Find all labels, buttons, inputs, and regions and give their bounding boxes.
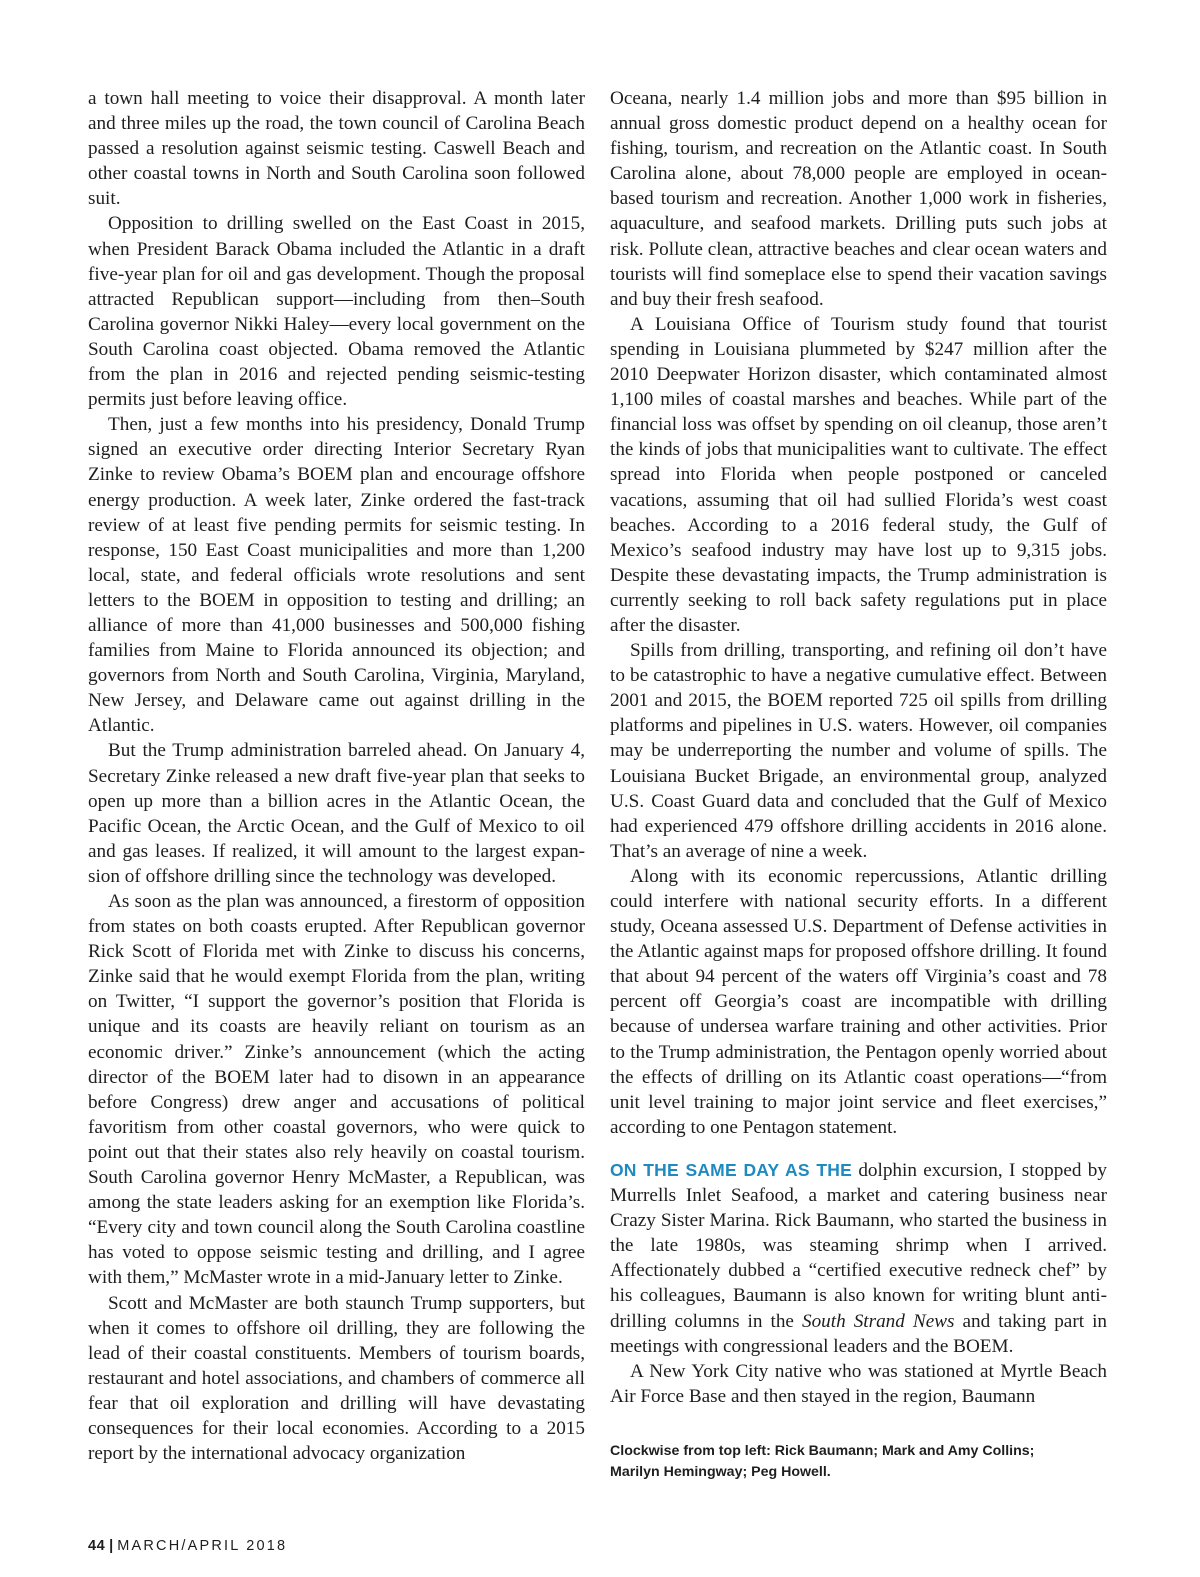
section-lead-in: ON THE SAME DAY AS THE xyxy=(610,1159,852,1180)
issue-date: MARCH/APRIL 2018 xyxy=(117,1538,288,1554)
paragraph: A New York City native who was stationed at Myrtle Beach Air Force Base and then stayed in the region, Baumann xyxy=(610,1360,1107,1407)
page-number: 44 xyxy=(88,1538,106,1554)
article-column-right xyxy=(610,86,1107,1409)
footer-separator: | xyxy=(109,1538,114,1554)
paragraph: As soon as the plan was announced, a firestorm of opposition from states on both coasts erupted. After Republican governor Rick Scott of Florida met with Zinke to discuss his concerns, Zinke said that he would exempt Florida from the plan, writing on Twitter, “I support the governor’s position that Florida is unique and its coasts are heavily reliant on tourism as an economic driver.” Zinke’s announcement (which the acting director of the BOEM later had to disown in an appearance before Congress) drew anger and accusations of political favoritism from other coastal governors, who were quick to point out that their states also rely heavily on coastal tourism. South Carolina governor Henry McMaster, a Republican, was among the state leaders asking for an exemption like Florida’s. “Every city and town council along the South Carolina coastline has voted to oppose seismic testing and drilling, and I agree with them,” McMaster wrote in a mid-January letter to Zinke. xyxy=(88,891,585,1289)
paragraph: Along with its economic repercussions, Atlantic drilling could interfere with national security efforts. In a different study, Oceana assessed U.S. Department of Defense activities in the Atlantic against maps for proposed offshore drilling. It found that about 94 percent of the waters off Virginia’s coast and 78 percent off Georgia’s coast are incompatible with drilling because of undersea warfare training and other activities. Prior to the Trump administration, the Pentagon openly worried about the effects of drilling on its Atlantic coast operations—“from unit level training to major joint service and fleet exercises,” according to one Pentagon statement. xyxy=(610,865,1107,1138)
paragraph: Then, just a few months into his presidency, Donald Trump signed an executive order directing Interior Secretary Ryan Zinke to review Obama’s BOEM plan and encourage offshore energy production. A week later, Zinke ordered the fast-track review of at least five pending permits for seismic testing. In response, 150 East Coast municipalities and more than 1,200 local, state, and federal officials wrote resolutions and sent letters to the BOEM in opposition to testing and drilling; an alliance of more than 41,000 businesses and 500,000 fishing families from Maine to Florida announced its objection; and governors from North and South Carolina, Virginia, Maryland, New Jersey, and Delaware came out against drilling in the Atlantic. xyxy=(88,414,585,737)
caption-line: Clockwise from top left: Rick Baumann; Mark and Amy Collins; xyxy=(610,1443,1035,1459)
publication-title: South Strand News xyxy=(801,1310,955,1332)
article-column-left xyxy=(88,86,585,1466)
caption-line: Marilyn Hemingway; Peg Howell. xyxy=(610,1464,831,1480)
paragraph: Scott and McMaster are both staunch Trump supporters, but when it comes to offshore oil drilling, they are following the lead of their coastal constituents. Members of tourism boards, restaurant and hotel associations, and chambers of commerce all fear that oil exploration and drilling will have devastating consequences for their local economies. According to a 2015 report by the international advocacy organization xyxy=(88,1292,585,1465)
paragraph: A Louisiana Office of Tourism study found that tourist spending in Louisiana plummeted by $247 million after the 2010 Deepwater Horizon disaster, which contaminated almost 1,100 miles of coastal marshes and beaches. While part of the financial loss was offset by spending on oil cleanup, those aren’t the kinds of jobs that municipalities want to cultivate. The effect spread into Florida when people postponed or canceled vacations, assuming that oil had sullied Florida’s west coast beaches. According to a 2016 federal study, the Gulf of Mexico’s seafood industry may have lost up to 9,315 jobs. Despite these devastating impacts, the Trump administration is currently seeking to roll back safety regulations put in place after the disaster. xyxy=(610,313,1107,636)
photo-caption xyxy=(610,1441,1107,1483)
paragraph: Spills from drilling, transporting, and refining oil don’t have to be catastrophic to have a negative cumulative effect. Between 2001 and 2015, the BOEM reported 725 oil spills from drilling platforms and pipelines in U.S. waters. However, oil companies may be underreporting the number and volume of spills. The Louisiana Bucket Brigade, an environmental group, analyzed U.S. Coast Guard data and concluded that the Gulf of Mexico had experienced 479 offshore drilling accidents in 2016 alone. That’s an average of nine a week. xyxy=(610,640,1107,862)
paragraph: a town hall meeting to voice their disapproval. A month later and three miles up the road, the town council of Carolina Beach passed a resolution against seismic testing. Caswell Beach and other coastal towns in North and South Carolina soon followed suit. xyxy=(88,88,585,210)
paragraph-text: dolphin excursion, I stopped by Murrells Inlet Seafood, a market and catering business near Crazy Sister Marina. Rick Baumann, who started the business in the late 1980s, was steaming shrimp when I arrived. Affectionately dubbed a “certified executive redneck chef” by his colleagues, Baumann is also known for writing blunt anti-drilling columns in the xyxy=(610,1159,1107,1332)
paragraph: Opposition to drilling swelled on the East Coast in 2015, when President Barack Obama included the Atlantic in a draft five-year plan for oil and gas development. Though the proposal attracted Republican support—including from then–South Carolina governor Nikki Haley—every local government on the South Carolina coast objected. Obama removed the Atlantic from the plan in 2016 and rejected pending seismic-testing permits just before leaving office. xyxy=(88,213,585,411)
paragraph: But the Trump administration barreled ahead. On January 4, Secretary Zinke released a new draft five-year plan that seeks to open up more than a billion acres in the Atlantic Ocean, the Pacific Ocean, the Arctic Ocean, and the Gulf of Mexico to oil and gas leases. If realized, it will amount to the largest expansion of offshore drilling since the technology was developed. xyxy=(88,740,585,887)
section-paragraph xyxy=(610,1158,1107,1359)
page-footer xyxy=(88,1538,287,1554)
paragraph: Oceana, nearly 1.4 million jobs and more than $95 billion in annual gross domestic product depend on a healthy ocean for fishing, tourism, and recreation on the Atlantic coast. In South Carolina alone, about 78,000 people are employed in ocean-based tourism and recreation. Another 1,000 work in fisheries, aquaculture, and seafood markets. Drilling puts such jobs at risk. Pollute clean, attractive beaches and clear ocean waters and tourists will find someplace else to spend their vacation savings and buy their fresh seafood. xyxy=(610,88,1107,310)
paragraph-text: and taking part in meetings with congressional leaders and the BOEM. xyxy=(610,1310,1107,1357)
